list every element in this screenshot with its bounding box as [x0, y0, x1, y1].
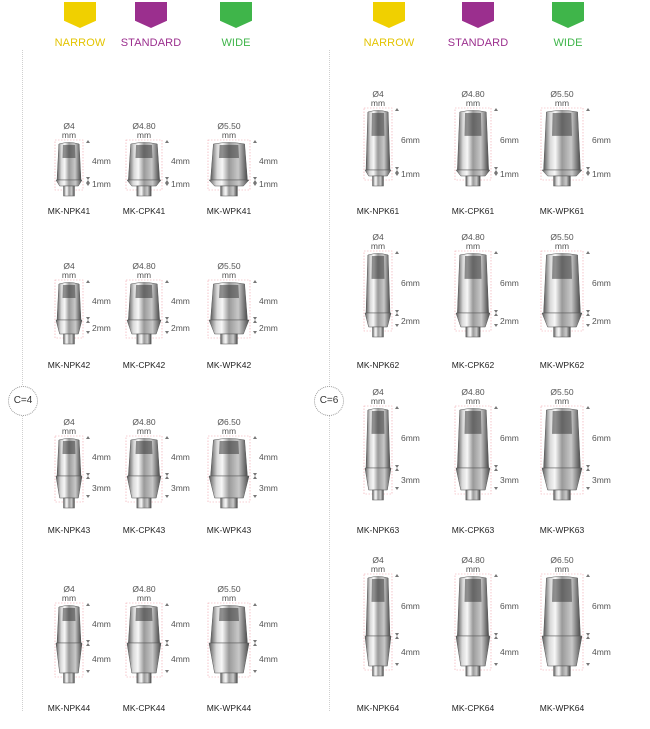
post-height-label: 4mm — [171, 156, 190, 166]
diameter-label — [49, 585, 89, 603]
diameter-value: Ø5.50 — [550, 89, 574, 99]
post-height-label: 6mm — [592, 433, 611, 443]
abutment-image — [122, 436, 206, 528]
diameter-label — [124, 262, 164, 280]
product-code: MK-CPK41 — [122, 206, 166, 216]
post-height-label: 6mm — [592, 601, 611, 611]
post-height-label: 4mm — [259, 156, 278, 166]
header-narrow-right — [349, 2, 429, 49]
collar-height-label: 2mm — [92, 323, 111, 333]
product-code: MK-NPK64 — [356, 703, 400, 713]
abutment-image — [51, 436, 127, 528]
post-height-label: 4mm — [92, 452, 111, 462]
diameter-unit: mm — [136, 130, 152, 140]
product-code: MK-NPK42 — [47, 360, 91, 370]
header-standard-left — [111, 2, 191, 49]
diameter-value: Ø4.80 — [132, 261, 156, 271]
product-code: MK-NPK43 — [47, 525, 91, 535]
post-height-label: 6mm — [592, 135, 611, 145]
product-code: MK-WPK41 — [206, 206, 252, 216]
collar-height-label: 1mm — [92, 179, 111, 189]
header-standard-right — [438, 2, 518, 49]
collar-height-label: 1mm — [401, 169, 420, 179]
diameter-value: Ø4 — [372, 387, 384, 397]
diameter-label — [453, 388, 493, 406]
diameter-value: Ø4.80 — [132, 417, 156, 427]
diameter-unit: mm — [61, 593, 77, 603]
collar-badge-c6: C=6 — [314, 386, 344, 416]
header-wide-right — [528, 2, 608, 49]
abutment-image — [204, 140, 294, 216]
diameter-value: Ø4 — [372, 232, 384, 242]
collar-height-label: 2mm — [500, 316, 519, 326]
collar-height-label: 1mm — [592, 169, 611, 179]
diameter-value: Ø5.50 — [217, 584, 241, 594]
collar-height-label: 2mm — [592, 316, 611, 326]
diameter-value: Ø4.80 — [461, 232, 485, 242]
diameter-label — [542, 90, 582, 108]
header-narrow-label: NARROW — [54, 37, 106, 49]
standard-tab-icon — [462, 2, 494, 28]
standard-tab-icon — [135, 2, 167, 28]
diameter-label — [358, 556, 398, 574]
collar-height-label: 3mm — [592, 475, 611, 485]
diameter-label — [49, 418, 89, 436]
abutment-image — [537, 108, 627, 206]
product-code: MK-WPK43 — [206, 525, 252, 535]
abutment-image — [204, 280, 294, 364]
product-code: MK-CPK64 — [451, 703, 495, 713]
product-code: MK-NPK63 — [356, 525, 400, 535]
diameter-unit: mm — [554, 98, 570, 108]
product-code: MK-NPK62 — [356, 360, 400, 370]
diameter-value: Ø4 — [372, 89, 384, 99]
collar-height-label: 3mm — [401, 475, 420, 485]
diameter-unit: mm — [221, 426, 237, 436]
collar-height-label: 1mm — [500, 169, 519, 179]
diameter-unit: mm — [61, 270, 77, 280]
diameter-label — [542, 388, 582, 406]
diameter-value: Ø4.80 — [461, 387, 485, 397]
diameter-unit: mm — [465, 241, 481, 251]
abutment-image — [360, 108, 436, 206]
diameter-label — [124, 122, 164, 140]
abutment-image — [451, 574, 535, 696]
product-code: MK-NPK41 — [47, 206, 91, 216]
abutment-image — [537, 251, 627, 357]
diameter-label — [209, 122, 249, 140]
post-height-label: 6mm — [500, 601, 519, 611]
diameter-unit: mm — [61, 426, 77, 436]
abutment-image — [537, 406, 627, 520]
post-height-label: 6mm — [500, 433, 519, 443]
diameter-unit: mm — [554, 564, 570, 574]
collar-height-label: 4mm — [500, 647, 519, 657]
diameter-label — [209, 585, 249, 603]
post-height-label: 4mm — [92, 296, 111, 306]
diameter-unit: mm — [61, 130, 77, 140]
product-code: MK-CPK44 — [122, 703, 166, 713]
product-code: MK-CPK63 — [451, 525, 495, 535]
diameter-label — [358, 233, 398, 251]
header-standard-label: STANDARD — [447, 37, 509, 49]
narrow-tab-icon — [64, 2, 96, 28]
collar-height-label: 2mm — [171, 323, 190, 333]
abutment-image — [204, 603, 294, 703]
abutment-image — [122, 140, 206, 216]
abutment-image — [122, 603, 206, 703]
diameter-label — [453, 556, 493, 574]
abutment-image — [537, 574, 627, 696]
collar-height-label: 2mm — [401, 316, 420, 326]
product-code: MK-WPK63 — [539, 525, 585, 535]
diameter-value: Ø4 — [63, 417, 75, 427]
header-wide-left — [196, 2, 276, 49]
left-divider — [22, 50, 23, 711]
diameter-unit: mm — [370, 98, 386, 108]
diameter-value: Ø4.80 — [461, 555, 485, 565]
product-code: MK-CPK62 — [451, 360, 495, 370]
center-divider — [329, 50, 330, 711]
abutment-image — [451, 406, 535, 520]
post-height-label: 4mm — [92, 619, 111, 629]
diameter-label — [49, 262, 89, 280]
abutment-image — [360, 406, 436, 520]
product-code: MK-WPK62 — [539, 360, 585, 370]
header-wide-label: WIDE — [221, 37, 251, 49]
post-height-label: 4mm — [259, 452, 278, 462]
diameter-unit: mm — [465, 98, 481, 108]
abutment-image — [122, 280, 206, 364]
header-standard-label: STANDARD — [120, 37, 182, 49]
diameter-label — [453, 233, 493, 251]
product-code: MK-WPK42 — [206, 360, 252, 370]
diameter-label — [542, 233, 582, 251]
post-height-label: 6mm — [401, 135, 420, 145]
abutment-image — [51, 603, 127, 703]
diameter-unit: mm — [554, 396, 570, 406]
diameter-label — [453, 90, 493, 108]
product-code: MK-WPK44 — [206, 703, 252, 713]
diameter-value: Ø4 — [63, 121, 75, 131]
diameter-value: Ø5.50 — [217, 261, 241, 271]
diameter-label — [124, 585, 164, 603]
post-height-label: 4mm — [171, 452, 190, 462]
header-narrow-left — [40, 2, 120, 49]
diameter-value: Ø4.80 — [132, 121, 156, 131]
product-code: MK-NPK61 — [356, 206, 400, 216]
diameter-value: Ø4 — [63, 261, 75, 271]
collar-height-label: 3mm — [171, 483, 190, 493]
abutment-image — [204, 436, 294, 528]
collar-height-label: 1mm — [259, 179, 278, 189]
product-code: MK-NPK44 — [47, 703, 91, 713]
diameter-value: Ø6.50 — [217, 417, 241, 427]
product-code: MK-CPK61 — [451, 206, 495, 216]
post-height-label: 6mm — [500, 278, 519, 288]
diameter-unit: mm — [221, 130, 237, 140]
collar-badge-c4: C=4 — [8, 386, 38, 416]
post-height-label: 4mm — [171, 619, 190, 629]
diameter-label — [124, 418, 164, 436]
abutment-image — [360, 251, 436, 357]
post-height-label: 6mm — [500, 135, 519, 145]
post-height-label: 4mm — [259, 619, 278, 629]
product-code: MK-WPK64 — [539, 703, 585, 713]
post-height-label: 6mm — [401, 278, 420, 288]
abutment-image — [51, 280, 127, 364]
post-height-label: 6mm — [401, 601, 420, 611]
diameter-unit: mm — [465, 564, 481, 574]
diameter-unit: mm — [221, 593, 237, 603]
diameter-label — [209, 262, 249, 280]
collar-height-label: 4mm — [592, 647, 611, 657]
collar-height-label: 3mm — [259, 483, 278, 493]
diameter-value: Ø5.50 — [550, 387, 574, 397]
collar-height-label: 3mm — [92, 483, 111, 493]
diameter-value: Ø4.80 — [461, 89, 485, 99]
diameter-unit: mm — [370, 396, 386, 406]
wide-tab-icon — [552, 2, 584, 28]
diameter-value: Ø4 — [372, 555, 384, 565]
product-code: MK-CPK42 — [122, 360, 166, 370]
abutment-image — [360, 574, 436, 696]
product-code: MK-WPK61 — [539, 206, 585, 216]
header-narrow-label: NARROW — [363, 37, 415, 49]
collar-height-label: 4mm — [171, 654, 190, 664]
diameter-unit: mm — [370, 564, 386, 574]
collar-height-label: 4mm — [401, 647, 420, 657]
diameter-unit: mm — [136, 426, 152, 436]
post-height-label: 6mm — [401, 433, 420, 443]
diameter-unit: mm — [136, 270, 152, 280]
diameter-label — [358, 388, 398, 406]
abutment-image — [451, 251, 535, 357]
diameter-unit: mm — [221, 270, 237, 280]
post-height-label: 6mm — [592, 278, 611, 288]
diameter-label — [49, 122, 89, 140]
diameter-value: Ø6.50 — [550, 555, 574, 565]
collar-height-label: 2mm — [259, 323, 278, 333]
diameter-label — [542, 556, 582, 574]
collar-height-label: 4mm — [92, 654, 111, 664]
diameter-label — [358, 90, 398, 108]
diameter-label — [209, 418, 249, 436]
diameter-unit: mm — [465, 396, 481, 406]
collar-height-label: 4mm — [259, 654, 278, 664]
diameter-value: Ø5.50 — [550, 232, 574, 242]
abutment-image — [51, 140, 127, 216]
collar-height-label: 3mm — [500, 475, 519, 485]
narrow-tab-icon — [373, 2, 405, 28]
post-height-label: 4mm — [259, 296, 278, 306]
post-height-label: 4mm — [92, 156, 111, 166]
diameter-unit: mm — [554, 241, 570, 251]
diameter-value: Ø4.80 — [132, 584, 156, 594]
post-height-label: 4mm — [171, 296, 190, 306]
diameter-value: Ø4 — [63, 584, 75, 594]
product-code: MK-CPK43 — [122, 525, 166, 535]
diameter-value: Ø5.50 — [217, 121, 241, 131]
diameter-unit: mm — [370, 241, 386, 251]
abutment-image — [451, 108, 535, 206]
diameter-unit: mm — [136, 593, 152, 603]
collar-height-label: 1mm — [171, 179, 190, 189]
header-wide-label: WIDE — [553, 37, 583, 49]
wide-tab-icon — [220, 2, 252, 28]
